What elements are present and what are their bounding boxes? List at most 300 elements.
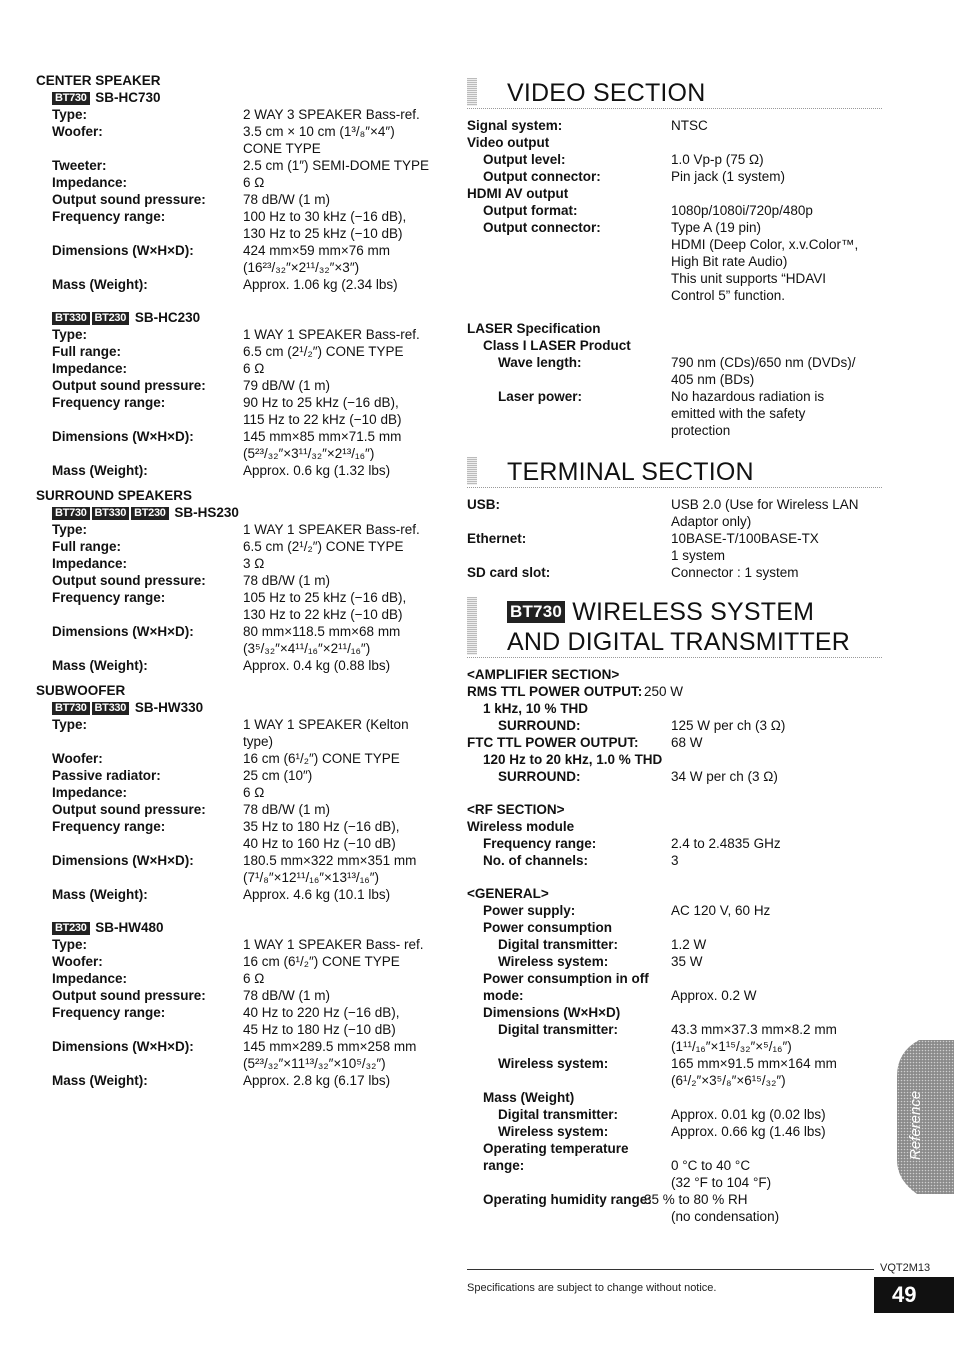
spec-row <box>36 157 456 174</box>
spec-row <box>467 1174 882 1191</box>
spec-row <box>36 326 456 343</box>
spec-label: Dimensions (W×H×D): <box>52 624 194 639</box>
spec-label: range: <box>483 1158 525 1173</box>
spec-label: Type: <box>52 717 88 732</box>
spec-row <box>36 377 456 394</box>
spec-row <box>36 623 456 640</box>
spec-label: USB: <box>467 497 500 512</box>
spec-value: 2.5 cm (1″) SEMI-DOME TYPE <box>243 158 430 173</box>
spec-row <box>467 320 882 337</box>
document-code: VQT2M13 <box>880 1262 931 1274</box>
spec-value: 0 °C to 40 °C <box>671 1158 751 1173</box>
footer-note: Specifications are subject to change without notice. <box>467 1282 717 1294</box>
spec-row <box>36 936 456 953</box>
spec-label: Output sound pressure: <box>52 988 206 1003</box>
spec-list-hc730 <box>36 106 456 293</box>
section-bar-decoration <box>467 457 477 485</box>
spec-label: SURROUND: <box>498 718 581 733</box>
spec-row <box>467 151 882 168</box>
reference-tab-shape <box>897 1040 954 1194</box>
spec-value: Approx. 0.66 kg (1.46 lbs) <box>671 1124 826 1139</box>
spec-row <box>467 1140 882 1157</box>
spec-label: Woofer: <box>52 124 103 139</box>
spec-value: 125 W per ch (3 Ω) <box>671 718 786 733</box>
spec-row <box>36 555 456 572</box>
spec-value: (1¹¹/₁₆″×1¹⁵/₃₂″×⁵/₁₆″) <box>671 1039 792 1054</box>
spec-row <box>36 835 456 852</box>
spec-value: Approx. 0.6 kg (1.32 lbs) <box>243 463 391 478</box>
spec-row <box>36 1072 456 1089</box>
spec-row <box>467 902 882 919</box>
spec-value: 115 Hz to 22 kHz (−10 dB) <box>243 412 402 427</box>
spec-row <box>36 589 456 606</box>
spec-value: High Bit rate Audio) <box>671 254 788 269</box>
model-badges <box>52 505 174 520</box>
spec-row <box>467 1106 882 1123</box>
spec-value: 6 Ω <box>243 971 265 986</box>
spec-row <box>36 174 456 191</box>
spec-value: Approx. 0.2 W <box>671 988 757 1003</box>
spec-value: (3⁵/₃₂″×4¹¹/₁₆″×2¹¹/₁₆″) <box>243 641 371 656</box>
spec-value: (5²³/₃₂″×11¹³/₃₂″×10⁵/₃₂″) <box>243 1056 386 1071</box>
spec-row <box>36 1004 456 1021</box>
spec-row <box>467 185 882 202</box>
spec-label: Mass (Weight): <box>52 887 148 902</box>
spec-row <box>36 818 456 835</box>
model-name: SB-HS230 <box>174 505 239 520</box>
spec-label: Output connector: <box>483 220 601 235</box>
spec-value: USB 2.0 (Use for Wireless LAN <box>671 497 859 512</box>
model-badge: BT230 <box>92 312 130 325</box>
spec-row <box>467 818 882 835</box>
spec-row <box>467 564 882 581</box>
spec-row <box>36 462 456 479</box>
spec-row <box>36 276 456 293</box>
section-title: TERMINAL SECTION <box>507 458 754 486</box>
spec-row <box>467 1072 882 1089</box>
spec-row <box>467 835 882 852</box>
spec-value: 6.5 cm (2¹/₂″) CONE TYPE <box>243 539 404 554</box>
spec-row <box>467 287 882 304</box>
spec-row <box>467 1038 882 1055</box>
section-bar-decoration <box>467 597 477 655</box>
spec-row <box>36 259 456 276</box>
spec-value: (6¹/₂″×3⁵/₈″×6¹⁵/₃₂″) <box>671 1073 786 1088</box>
spec-row <box>36 445 456 462</box>
spec-value: 105 Hz to 25 kHz (−16 dB), <box>243 590 407 605</box>
spec-value: 35 W <box>671 954 703 969</box>
spec-label: Signal system: <box>467 118 563 133</box>
spec-label: mode: <box>483 988 524 1003</box>
spec-label: Digital transmitter: <box>498 1107 619 1122</box>
spec-value: Control 5” function. <box>671 288 786 303</box>
spec-row <box>467 970 882 987</box>
spec-label: Impedance: <box>52 785 128 800</box>
model-badges <box>52 700 135 715</box>
center-speaker-heading: CENTER SPEAKER <box>36 73 161 88</box>
spec-value: 78 dB/W (1 m) <box>243 192 331 207</box>
footer-rule <box>467 1269 874 1270</box>
spec-list-terminal <box>467 496 882 581</box>
spec-value: 3 Ω <box>243 556 265 571</box>
spec-row <box>467 253 882 270</box>
spec-label: No. of channels: <box>483 853 589 868</box>
model-badge: BT230 <box>131 507 169 520</box>
spec-value: 25 cm (10″) <box>243 768 313 783</box>
spec-value: Approx. 4.6 kg (10.1 lbs) <box>243 887 391 902</box>
spec-row <box>467 768 882 785</box>
spec-value: 6 Ω <box>243 175 265 190</box>
spec-row <box>467 547 882 564</box>
spec-row <box>36 394 456 411</box>
spec-row <box>467 885 882 902</box>
spec-value: No hazardous radiation is <box>671 389 825 404</box>
spec-value: 130 Hz to 22 kHz (−10 dB) <box>243 607 403 622</box>
spec-row <box>36 852 456 869</box>
spec-label: Power consumption in off <box>483 971 649 986</box>
spec-label: FTC TTL POWER OUTPUT: <box>467 735 639 750</box>
spec-list-hc230 <box>36 326 456 479</box>
spec-value: 3 <box>671 853 679 868</box>
spec-row <box>467 117 882 134</box>
spec-row <box>467 1208 882 1225</box>
spec-label: Ethernet: <box>467 531 527 546</box>
spec-value: 78 dB/W (1 m) <box>243 802 331 817</box>
spec-value: 1080p/1080i/720p/480p <box>671 203 813 218</box>
spec-value: 34 W per ch (3 Ω) <box>671 769 778 784</box>
spec-value: (no condensation) <box>671 1209 780 1224</box>
model-badges <box>52 920 95 935</box>
spec-value: 79 dB/W (1 m) <box>243 378 331 393</box>
spec-value: 1 WAY 1 SPEAKER Bass-ref. <box>243 522 420 537</box>
spec-value: emitted with the safety <box>671 406 806 421</box>
model-name: SB-HW330 <box>134 700 204 715</box>
spec-list-hw330 <box>36 716 456 903</box>
spec-label: Output sound pressure: <box>52 573 206 588</box>
spec-label: Woofer: <box>52 751 103 766</box>
spec-row <box>36 1038 456 1055</box>
spec-value: type) <box>243 734 274 749</box>
model-badge: BT330 <box>92 507 130 520</box>
spec-row <box>36 521 456 538</box>
spec-row <box>467 219 882 236</box>
spec-value: 16 cm (6¹/₂″) CONE TYPE <box>243 751 400 766</box>
spec-row <box>36 225 456 242</box>
spec-label: Type: <box>52 937 88 952</box>
spec-label: <RF SECTION> <box>467 802 565 817</box>
spec-value: 1 WAY 1 SPEAKER Bass-ref. <box>243 327 420 342</box>
model-name: SB-HW480 <box>95 920 164 935</box>
spec-value: 3.5 cm × 10 cm (1³/₈″×4″) <box>243 124 395 139</box>
spec-label: Dimensions (W×H×D): <box>52 853 194 868</box>
spec-value: 100 Hz to 30 kHz (−16 dB), <box>243 209 407 224</box>
spec-label: Frequency range: <box>52 590 166 605</box>
model-badges <box>52 310 135 325</box>
spec-value: 424 mm×59 mm×76 mm <box>243 243 391 258</box>
terminal-section-heading <box>467 457 882 488</box>
spec-row <box>36 140 456 157</box>
spec-label: Type: <box>52 522 88 537</box>
spec-list-video <box>467 117 882 304</box>
model-badge: BT230 <box>52 922 90 935</box>
model-badge: BT730 <box>52 702 90 715</box>
spec-value: 6.5 cm (2¹/₂″) CONE TYPE <box>243 344 404 359</box>
spec-label: Dimensions (W×H×D): <box>52 243 194 258</box>
spec-label: HDMI AV output <box>467 186 569 201</box>
spec-value: Pin jack (1 system) <box>671 169 786 184</box>
spec-value: Adaptor only) <box>671 514 752 529</box>
spec-label: <GENERAL> <box>467 886 549 901</box>
spec-row <box>36 191 456 208</box>
model-badge: BT730 <box>52 507 90 520</box>
spec-value: (16²³/₃₂″×2¹¹/₃₂″×3″) <box>243 260 360 275</box>
section-title: VIDEO SECTION <box>507 79 706 107</box>
spec-row <box>36 360 456 377</box>
spec-row <box>467 496 882 513</box>
spec-value: 165 mm×91.5 mm×164 mm <box>671 1056 837 1071</box>
spec-row <box>36 733 456 750</box>
spec-row <box>36 123 456 140</box>
spec-row <box>36 428 456 445</box>
page-number: 49 <box>874 1277 954 1313</box>
spec-list-laser <box>467 320 882 439</box>
spec-row <box>36 606 456 623</box>
spec-value: 80 mm×118.5 mm×68 mm <box>243 624 401 639</box>
spec-label: Woofer: <box>52 954 103 969</box>
spec-value: 1.2 W <box>671 937 707 952</box>
spec-label: Output connector: <box>483 169 601 184</box>
spec-row <box>467 422 882 439</box>
spec-label: Full range: <box>52 344 122 359</box>
spec-value: Connector : 1 system <box>671 565 799 580</box>
spec-label: Power consumption <box>483 920 613 935</box>
spec-row <box>467 1021 882 1038</box>
spec-row <box>467 751 882 768</box>
spec-label: <AMPLIFIER SECTION> <box>467 667 620 682</box>
spec-label: Impedance: <box>52 971 128 986</box>
model-badge: BT730 <box>52 92 90 105</box>
section-bar-decoration <box>467 78 477 106</box>
spec-label: RMS TTL POWER OUTPUT: <box>467 684 643 699</box>
spec-value: 10BASE-T/100BASE-TX <box>671 531 819 546</box>
model-badge: BT330 <box>52 312 90 325</box>
spec-label: Wireless system: <box>498 1056 609 1071</box>
spec-row <box>36 411 456 428</box>
model-badge: BT330 <box>92 702 130 715</box>
spec-label: Mass (Weight) <box>483 1090 575 1105</box>
spec-row <box>467 700 882 717</box>
spec-value: 180.5 mm×322 mm×351 mm <box>243 853 417 868</box>
spec-list-rf <box>467 801 882 869</box>
spec-row <box>36 970 456 987</box>
spec-value: (32 °F to 104 °F) <box>671 1175 772 1190</box>
spec-value: Type A (19 pin) <box>671 220 762 235</box>
spec-value: 68 W <box>671 735 703 750</box>
spec-row <box>467 683 882 700</box>
spec-label: Frequency range: <box>52 209 166 224</box>
model-heading-hc730 <box>36 89 456 106</box>
spec-value: 405 nm (BDs) <box>671 372 755 387</box>
spec-row <box>36 716 456 733</box>
spec-label: Type: <box>52 327 88 342</box>
reference-tab-label: Reference <box>907 1090 924 1160</box>
model-heading-hw330 <box>36 699 456 716</box>
spec-label: 120 Hz to 20 kHz, 1.0 % THD <box>483 752 663 767</box>
spec-row <box>36 572 456 589</box>
spec-value: 130 Hz to 25 kHz (−10 dB) <box>243 226 403 241</box>
spec-label: LASER Specification <box>467 321 601 336</box>
model-badges <box>52 90 95 105</box>
spec-label: Frequency range: <box>483 836 597 851</box>
spec-row <box>467 405 882 422</box>
spec-label: Dimensions (W×H×D): <box>52 1039 194 1054</box>
spec-label: Output format: <box>483 203 578 218</box>
spec-value: NTSC <box>671 118 708 133</box>
spec-value: Approx. 1.06 kg (2.34 lbs) <box>243 277 398 292</box>
spec-row <box>36 1055 456 1072</box>
spec-row <box>36 242 456 259</box>
spec-value: 1 WAY 1 SPEAKER Bass- ref. <box>243 937 424 952</box>
spec-label: Impedance: <box>52 175 128 190</box>
left-column <box>36 72 456 1089</box>
model-name: SB-HC730 <box>95 90 161 105</box>
model-heading-hw480 <box>36 919 456 936</box>
spec-label: Output sound pressure: <box>52 378 206 393</box>
spec-row <box>467 666 882 683</box>
spec-value: 790 nm (CDs)/650 nm (DVDs)/ <box>671 355 856 370</box>
model-heading-hs230 <box>36 504 456 521</box>
spec-row <box>467 270 882 287</box>
spec-label: Impedance: <box>52 361 128 376</box>
spec-value: 16 cm (6¹/₂″) CONE TYPE <box>243 954 400 969</box>
spec-value: 250 W <box>644 684 684 699</box>
spec-label: Laser power: <box>498 389 583 404</box>
spec-row <box>36 538 456 555</box>
spec-row <box>36 767 456 784</box>
spec-label: Wave length: <box>498 355 582 370</box>
spec-label: Digital transmitter: <box>498 1022 619 1037</box>
spec-list-amplifier <box>467 666 882 785</box>
spec-label: Output sound pressure: <box>52 802 206 817</box>
spec-label: Frequency range: <box>52 395 166 410</box>
spec-value: 1 WAY 1 SPEAKER (Kelton <box>243 717 409 732</box>
spec-label: Impedance: <box>52 556 128 571</box>
spec-label: Dimensions (W×H×D) <box>483 1005 621 1020</box>
spec-list-hs230 <box>36 521 456 674</box>
spec-row <box>467 337 882 354</box>
wireless-section-heading <box>467 597 882 658</box>
spec-row <box>467 1157 882 1174</box>
spec-row <box>467 936 882 953</box>
spec-value: 145 mm×85 mm×71.5 mm <box>243 429 402 444</box>
spec-row <box>36 343 456 360</box>
spec-value: 43.3 mm×37.3 mm×8.2 mm <box>671 1022 837 1037</box>
spec-row <box>467 801 882 818</box>
spec-label: Output level: <box>483 152 566 167</box>
spec-row <box>467 953 882 970</box>
spec-label: Class I LASER Product <box>483 338 631 353</box>
spec-label: Mass (Weight): <box>52 277 148 292</box>
spec-value: 2 WAY 3 SPEAKER Bass-ref. <box>243 107 420 122</box>
spec-label: SD card slot: <box>467 565 551 580</box>
spec-value: 1.0 Vp-p (75 Ω) <box>671 152 764 167</box>
spec-list-general <box>467 885 882 1225</box>
spec-row <box>467 1089 882 1106</box>
spec-row <box>467 1004 882 1021</box>
spec-row <box>36 657 456 674</box>
spec-label: Wireless system: <box>498 954 609 969</box>
model-heading-hc230 <box>36 309 456 326</box>
spec-value: 90 Hz to 25 kHz (−16 dB), <box>243 395 399 410</box>
spec-row <box>36 106 456 123</box>
spec-label: SURROUND: <box>498 769 581 784</box>
spec-label: Wireless system: <box>498 1124 609 1139</box>
spec-row <box>467 717 882 734</box>
spec-value: AC 120 V, 60 Hz <box>671 903 771 918</box>
spec-value: protection <box>671 423 731 438</box>
model-badge: BT730 <box>507 601 565 623</box>
spec-row <box>467 1123 882 1140</box>
spec-label: Mass (Weight): <box>52 1073 148 1088</box>
spec-value: 35 Hz to 180 Hz (−16 dB), <box>243 819 400 834</box>
spec-label: Wireless module <box>467 819 575 834</box>
spec-row <box>467 354 882 371</box>
right-column <box>467 78 882 1225</box>
spec-label: Mass (Weight): <box>52 658 148 673</box>
spec-value: This unit supports “HDAVI <box>671 271 827 286</box>
video-section-heading <box>467 78 882 109</box>
spec-row <box>36 869 456 886</box>
spec-row <box>467 513 882 530</box>
reference-tab <box>897 1040 954 1194</box>
spec-row <box>36 987 456 1004</box>
spec-label: Frequency range: <box>52 1005 166 1020</box>
spec-row <box>467 168 882 185</box>
spec-value: 78 dB/W (1 m) <box>243 988 331 1003</box>
spec-value: 2.4 to 2.4835 GHz <box>671 836 781 851</box>
spec-label: Power supply: <box>483 903 576 918</box>
spec-label: Dimensions (W×H×D): <box>52 429 194 444</box>
spec-row <box>36 640 456 657</box>
section-title-line-2: AND DIGITAL TRANSMITTER <box>507 628 851 656</box>
spec-row <box>36 886 456 903</box>
spec-row <box>467 1055 882 1072</box>
spec-row <box>467 919 882 936</box>
spec-row <box>36 1021 456 1038</box>
spec-label: Mass (Weight): <box>52 463 148 478</box>
spec-value: Approx. 0.01 kg (0.02 lbs) <box>671 1107 826 1122</box>
spec-row <box>467 1191 882 1208</box>
spec-value: (5²³/₃₂″×3¹¹/₃₂″×2¹³/₁₆″) <box>243 446 375 461</box>
spec-row <box>467 388 882 405</box>
spec-value: HDMI (Deep Color, x.v.Color™, <box>671 237 859 252</box>
spec-row <box>36 208 456 225</box>
spec-row <box>36 801 456 818</box>
spec-value: 35 % to 80 % RH <box>644 1192 748 1207</box>
spec-row <box>467 236 882 253</box>
spec-value: Approx. 2.8 kg (6.17 lbs) <box>243 1073 391 1088</box>
spec-row <box>467 371 882 388</box>
spec-label: Video output <box>467 135 550 150</box>
section-title-line-1: WIRELESS SYSTEM <box>572 598 815 626</box>
subwoofer-heading: SUBWOOFER <box>36 683 126 698</box>
spec-row <box>36 784 456 801</box>
model-name: SB-HC230 <box>134 310 201 325</box>
spec-label: Type: <box>52 107 88 122</box>
spec-value: 40 Hz to 220 Hz (−16 dB), <box>243 1005 400 1020</box>
spec-label: Digital transmitter: <box>498 937 619 952</box>
spec-label: Frequency range: <box>52 819 166 834</box>
